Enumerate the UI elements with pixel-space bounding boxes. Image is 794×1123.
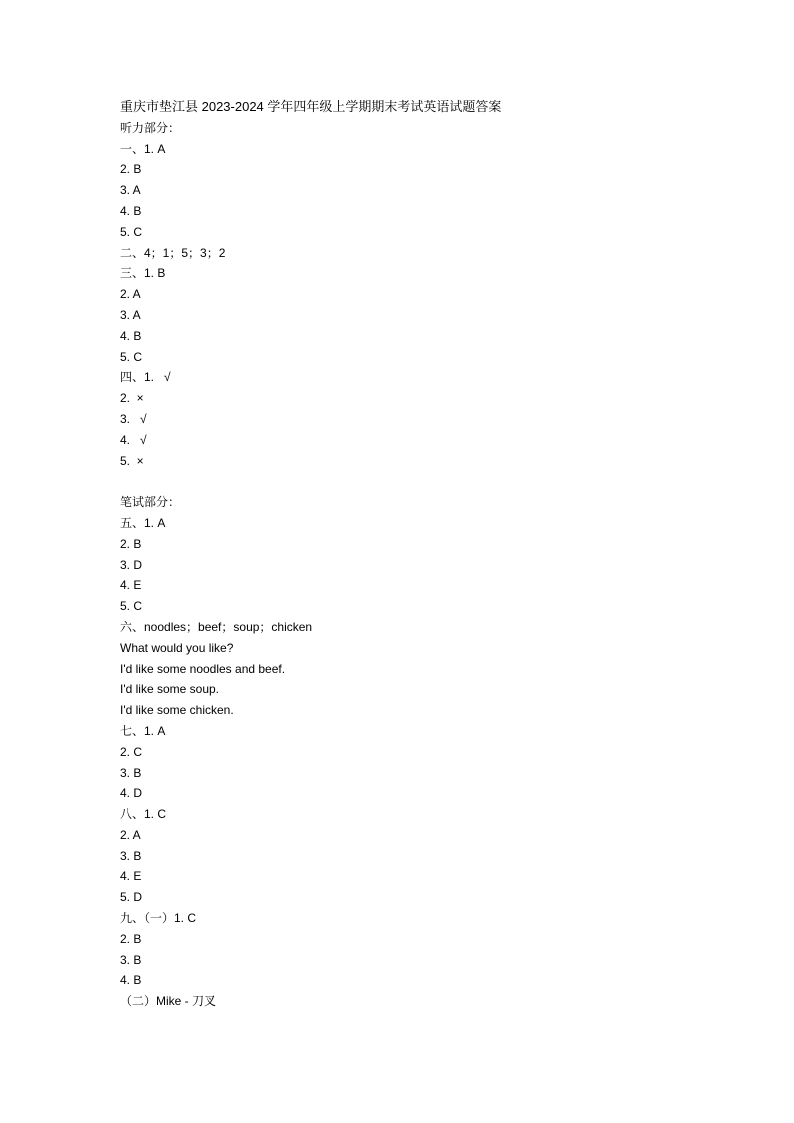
listening-section-header: 听力部分： (120, 120, 181, 135)
answer-line: 3. B (120, 952, 142, 967)
answer-line: 4. D (120, 786, 143, 801)
answer-line: 3. A (120, 183, 141, 198)
section-spacer (120, 471, 680, 492)
answer-line: 4. B (120, 973, 142, 988)
answer-line: I'd like some soup. (120, 682, 220, 697)
answer-line: 2. B (120, 162, 142, 177)
answer-line: 3. B (120, 848, 142, 863)
answer-line: 2. B (120, 536, 142, 551)
answer-line: 三、1. B (120, 266, 166, 281)
answer-line: 3. √ (120, 411, 147, 426)
answer-line: 2. B (120, 931, 142, 946)
answer-line: 2. A (120, 287, 141, 302)
document-title: 重庆市垫江县 2023-2024 学年四年级上学期期末考试英语试题答案 (120, 99, 502, 114)
answer-key-content (120, 97, 680, 1012)
answer-line: 一、1. A (120, 141, 166, 156)
answer-line: What would you like? (120, 640, 234, 655)
written-section-header: 笔试部分： (120, 495, 181, 510)
answer-line: 4. E (120, 578, 142, 593)
answer-line: 4. B (120, 203, 142, 218)
answer-line: 5. D (120, 890, 143, 905)
answer-line: 5. C (120, 349, 143, 364)
answer-line: 六、noodles；beef；soup；chicken (120, 619, 313, 634)
answer-line: 2. C (120, 744, 143, 759)
answer-line: 2. × (120, 391, 144, 406)
answer-line: 3. A (120, 307, 141, 322)
answer-line: 七、1. A (120, 723, 166, 738)
answer-line: 九、（一）1. C (120, 911, 197, 926)
answer-line: 5. × (120, 453, 144, 468)
answer-line: 4. E (120, 869, 142, 884)
answer-line: （二）Mike - 刀叉 (120, 994, 217, 1009)
answer-line: 五、1. A (120, 515, 166, 530)
answer-line: 2. A (120, 827, 141, 842)
answer-line: 八、1. C (120, 807, 167, 822)
answer-line: I'd like some noodles and beef. (120, 661, 286, 676)
answer-line: 3. B (120, 765, 142, 780)
answer-line: I'd like some chicken. (120, 703, 234, 718)
answer-line: 4. B (120, 328, 142, 343)
answer-line: 3. D (120, 557, 143, 572)
answer-line: 5. C (120, 599, 143, 614)
answer-line: 4. √ (120, 432, 147, 447)
answer-line: 四、1. √ (120, 370, 171, 385)
answer-line: 二、4；1；5；3；2 (120, 245, 226, 260)
answer-line: 5. C (120, 224, 143, 239)
